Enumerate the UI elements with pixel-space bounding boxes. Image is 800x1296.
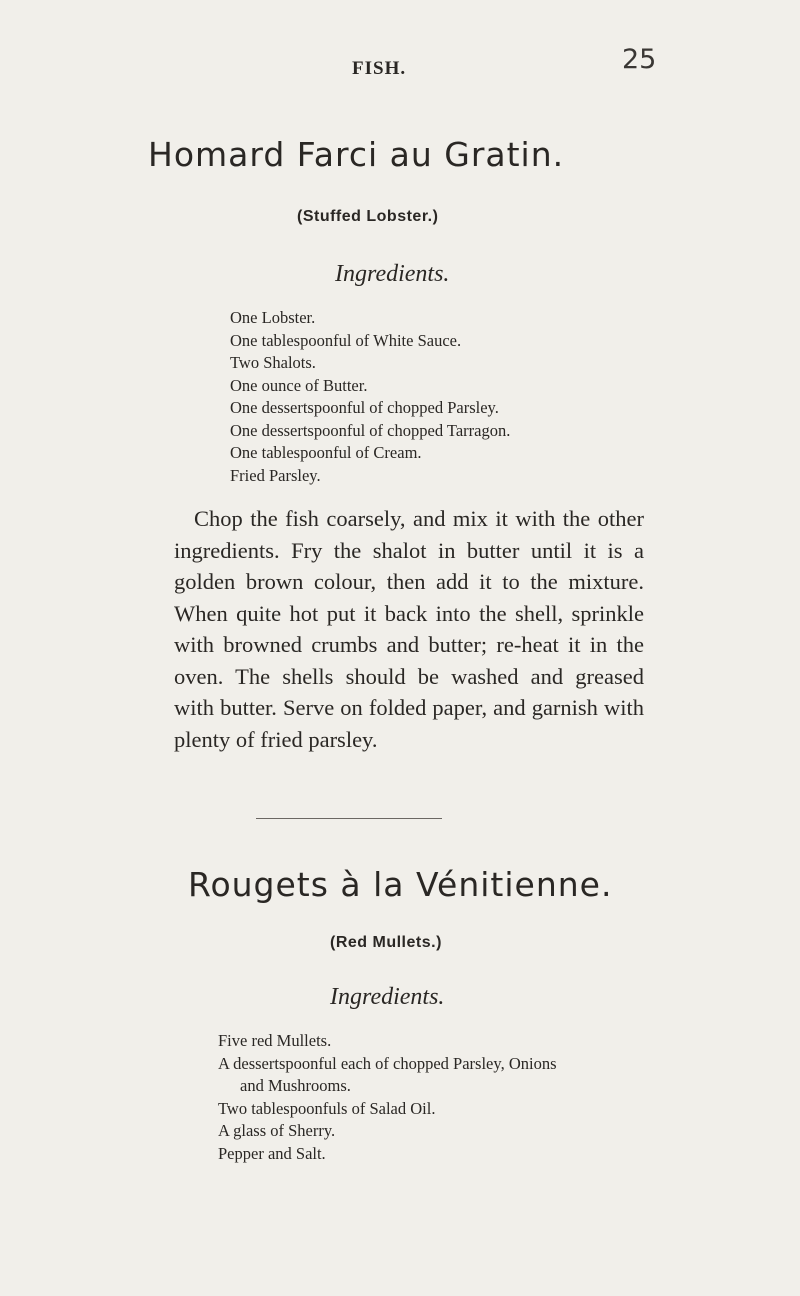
ingredients-heading-homard: Ingredients. <box>335 261 450 287</box>
recipe-subtitle-rougets: (Red Mullets.) <box>330 934 442 951</box>
ingredient-item: One dessertspoonful of chopped Parsley. <box>230 398 499 417</box>
ingredient-item: Two Shalots. <box>230 353 316 372</box>
ingredient-item: One tablespoonful of Cream. <box>230 443 422 462</box>
page-number: 25 <box>622 44 657 75</box>
ingredient-item: One ounce of Butter. <box>230 375 368 395</box>
ingredient-list-homard <box>230 307 510 487</box>
ingredient-item: One Lobster. <box>230 308 316 327</box>
ingredient-item: A dessertspoonful each of chopped Parsley, Onions <box>218 1053 557 1073</box>
ingredient-list-rougets <box>218 1030 556 1165</box>
running-head: FISH. <box>352 58 407 79</box>
ingredient-item: One tablespoonful of White Sauce. <box>230 330 462 350</box>
ingredients-heading-rougets: Ingredients. <box>330 984 445 1010</box>
ingredient-item: Pepper and Salt. <box>218 1143 326 1163</box>
recipe-subtitle-homard: (Stuffed Lobster.) <box>297 208 439 225</box>
section-divider <box>256 818 442 819</box>
ingredient-item: A glass of Sherry. <box>218 1121 336 1140</box>
recipe-title-rougets: Rougets à la Vénitienne. <box>188 865 613 904</box>
ingredient-item: and Mushrooms. <box>240 1076 351 1095</box>
method-paragraph-homard: Chop the fish coarsely, and mix it with the other ingredients. Fry the shalot in butter until it is a golden brown colour, then add it to the mixture. When quite hot put it back into the shell, sprinkle with browned crumbs and butter; re-heat it in the oven. The shells should be washed and greased with butter. Serve on folded paper, and garnish with plenty of fried parsley. <box>174 506 644 752</box>
ingredient-item: Fried Parsley. <box>230 465 321 485</box>
recipe-title-homard: Homard Farci au Gratin. <box>148 135 565 174</box>
ingredient-item: One dessertspoonful of chopped Tarragon. <box>230 420 511 440</box>
ingredient-item: Two tablespoonfuls of Salad Oil. <box>218 1098 436 1118</box>
ingredient-item: Five red Mullets. <box>218 1031 332 1050</box>
